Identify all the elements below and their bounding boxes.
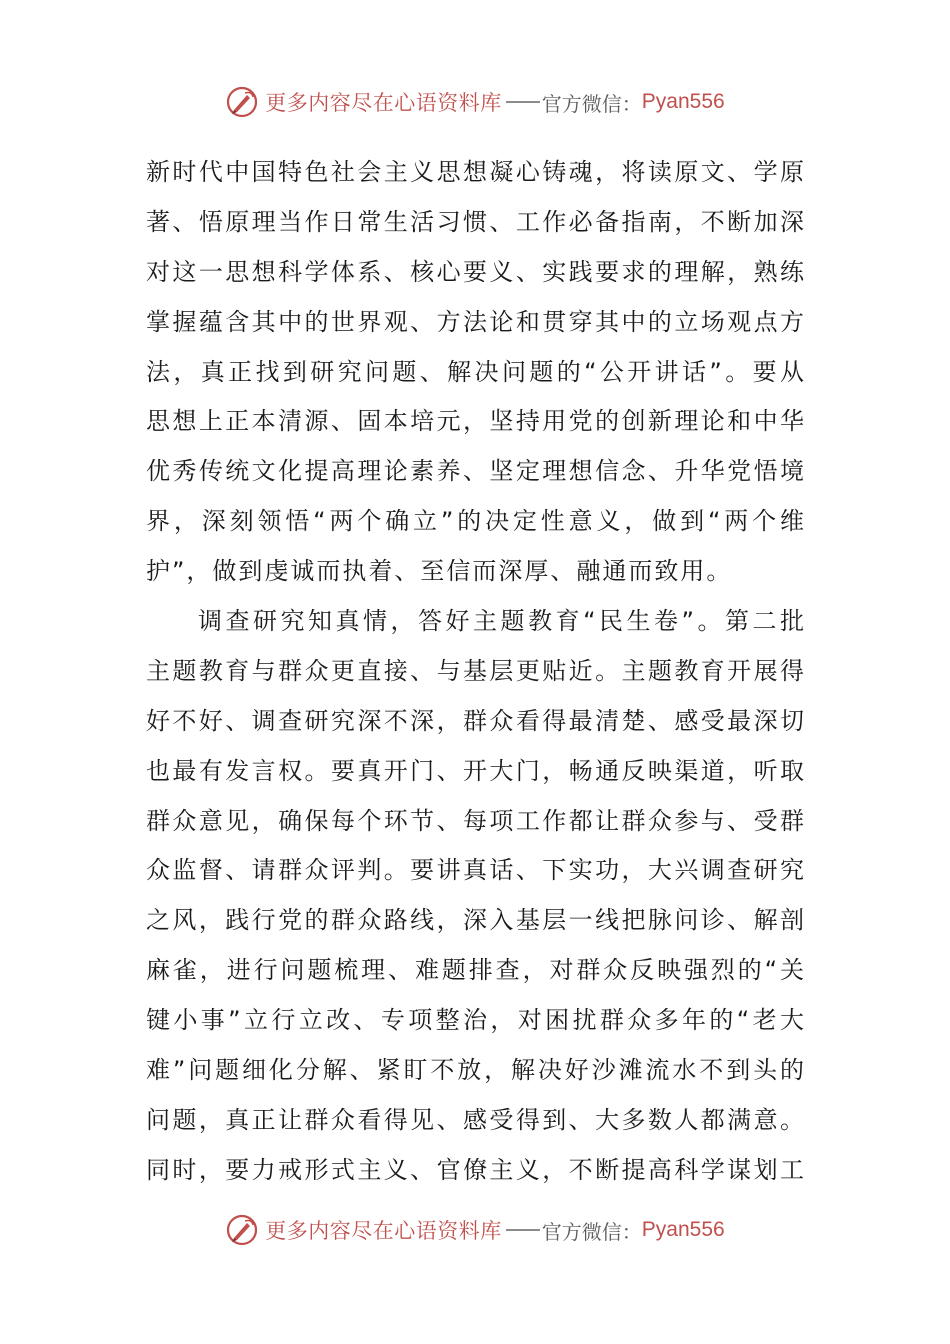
body-line: 对这一思想科学体系、核心要义、实践要求的理解，熟练 — [146, 257, 806, 286]
banner-brand-text: 更多内容尽在心语资料库 — [265, 1219, 502, 1243]
body-line: 好不好、调查研究深不深，群众看得最清楚、感受最深切 — [146, 706, 806, 735]
banner-wechat-id: Pyan556 — [641, 1218, 725, 1241]
pen-logo-icon — [225, 85, 259, 119]
body-line: 护”，做到虔诚而执着、至信而深厚、融通而致用。 — [146, 557, 733, 586]
body-line: 群众意见，确保每个环节、每项工作都让群众参与、受群 — [146, 806, 806, 835]
pen-logo-icon — [225, 1213, 259, 1247]
body-line: 问题，真正让群众看得见、感受得到、大多数人都满意。 — [146, 1105, 806, 1134]
body-line: 众监督、请群众评判。要讲真话、下实功，大兴调查研究 — [146, 856, 806, 885]
body-line: 界，深刻领悟“两个确立”的决定性意义，做到“两个维 — [146, 507, 806, 536]
header-banner — [0, 82, 950, 122]
paragraph-start-line: 调查研究知真情，答好主题教育“民生卷”。第二批 — [198, 607, 806, 636]
body-line: 法，真正找到研究问题、解决问题的“公开讲话”。要从 — [146, 357, 806, 386]
body-line: 之风，践行党的群众路线，深入基层一线把脉问诊、解剖 — [146, 906, 806, 935]
body-line: 难”问题细化分解、紧盯不放，解决好沙滩流水不到头的 — [146, 1056, 806, 1085]
banner-brand-text: 更多内容尽在心语资料库 — [265, 91, 502, 115]
body-line: 主题教育与群众更直接、与基层更贴近。主题教育开展得 — [146, 656, 806, 685]
document-body — [146, 148, 806, 1196]
body-line: 思想上正本清源、固本培元，坚持用党的创新理论和中华 — [146, 407, 806, 436]
banner-official-label: 官方微信： — [541, 91, 642, 116]
body-line: 也最有发言权。要真开门、开大门，畅通反映渠道，听取 — [146, 756, 806, 785]
footer-banner — [0, 1210, 950, 1250]
banner-official-label: 官方微信： — [541, 1219, 642, 1244]
body-line: 著、悟原理当作日常生活习惯、工作必备指南，不断加深 — [146, 207, 806, 236]
body-line: 优秀传统文化提高理论素养、坚定理想信念、升华党悟境 — [146, 457, 806, 486]
body-line: 键小事”立行立改、专项整治，对困扰群众多年的“老大 — [146, 1006, 806, 1035]
body-line: 同时，要力戒形式主义、官僚主义，不断提高科学谋划工 — [146, 1155, 806, 1184]
banner-dash — [506, 101, 540, 103]
body-line: 掌握蕴含其中的世界观、方法论和贯穿其中的立场观点方 — [146, 307, 806, 336]
body-line: 麻雀，进行问题梳理、难题排查，对群众反映强烈的“关 — [146, 956, 806, 985]
banner-dash — [506, 1229, 540, 1231]
body-line: 新时代中国特色社会主义思想凝心铸魂，将读原文、学原 — [146, 158, 806, 186]
banner-wechat-id: Pyan556 — [641, 90, 725, 113]
